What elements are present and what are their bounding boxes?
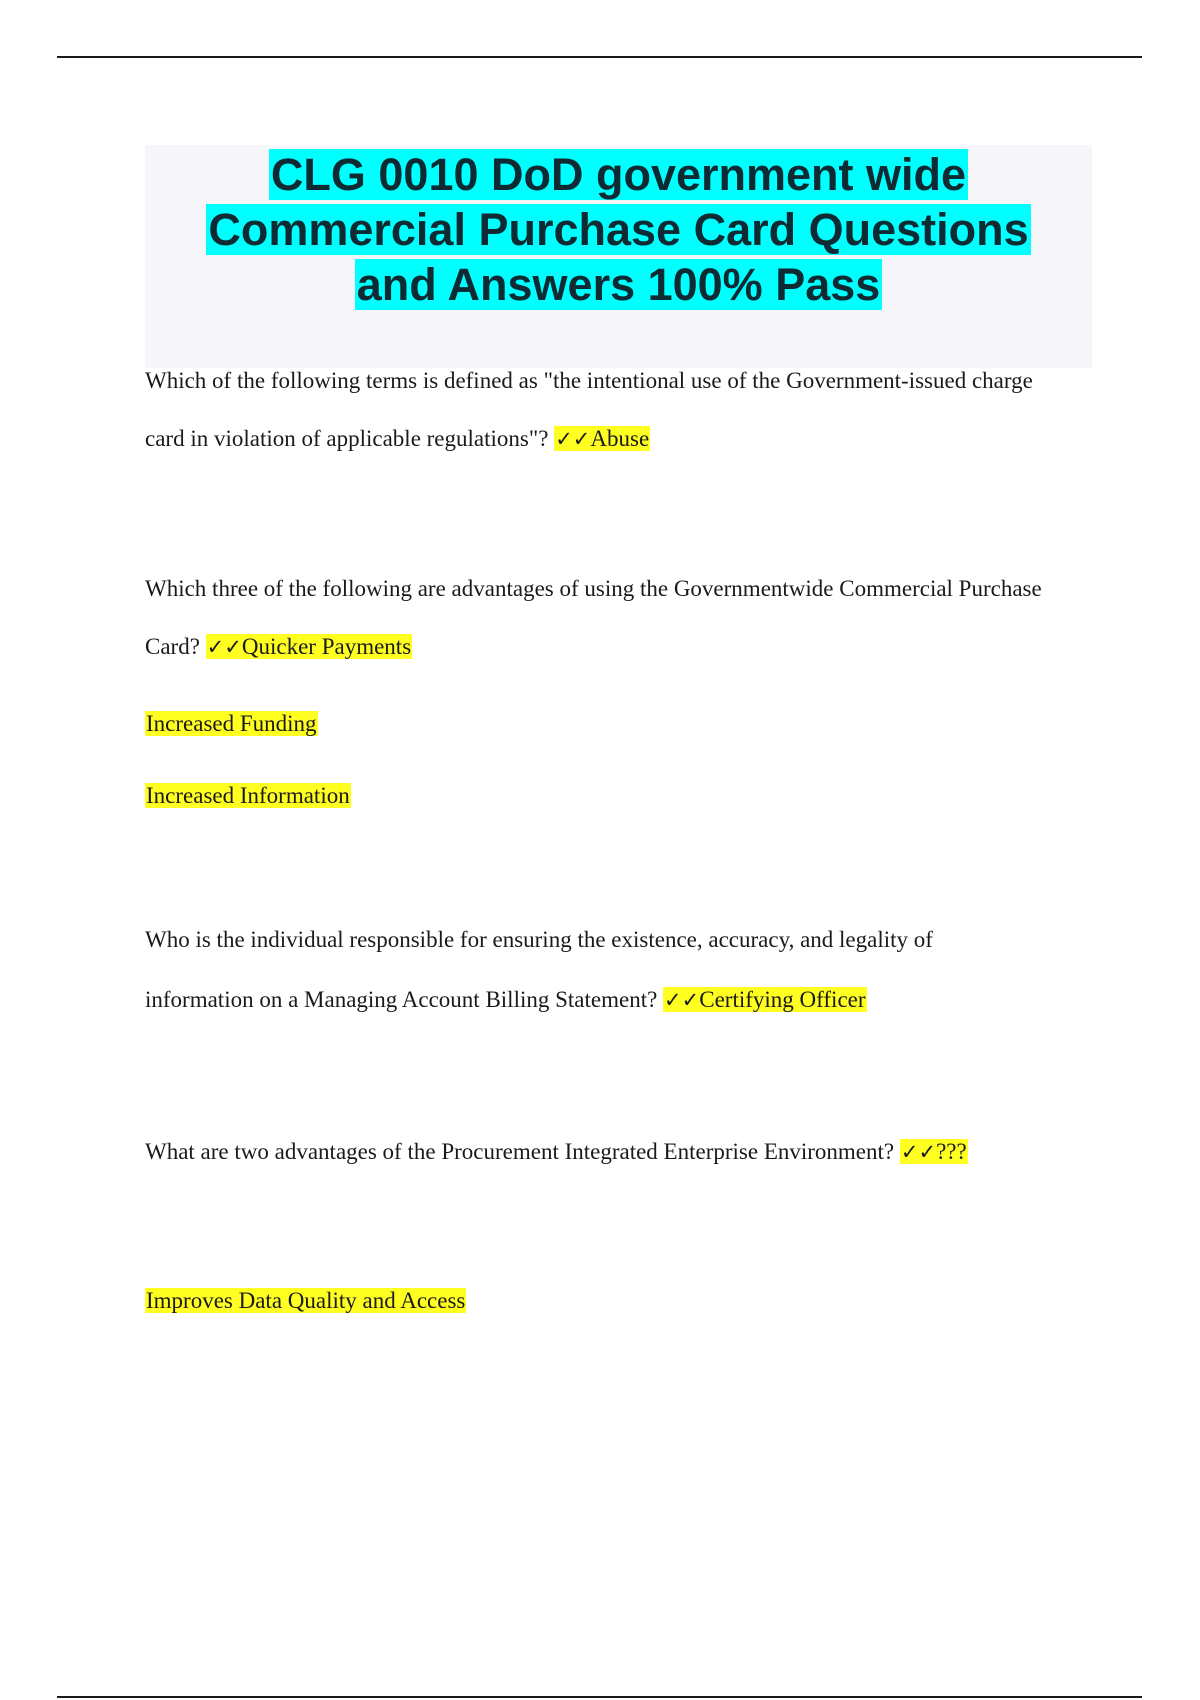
question-1-line-2 <box>145 426 650 452</box>
title-line-2: Commercial Purchase Card Questions <box>208 204 1029 255</box>
question-3-text: information on a Managing Account Billing Statement? <box>145 987 658 1012</box>
answer-2 <box>206 634 412 659</box>
top-rule <box>57 56 1142 58</box>
answer-2-extra-2 <box>145 783 351 809</box>
answer-4 <box>900 1139 968 1164</box>
check-icon: ✓✓ <box>664 988 700 1012</box>
question-2-line-1: Which three of the following are advantages of using the Governmentwide Commercial Purchase <box>145 576 1042 601</box>
answer-2-extra-2-text: Increased Information <box>146 783 350 808</box>
answer-1 <box>554 426 650 451</box>
question-2-line-2 <box>145 634 412 660</box>
question-1-text: card in violation of applicable regulations"? <box>145 426 549 451</box>
document-title <box>206 147 1030 312</box>
answer-4-text: ??? <box>936 1139 967 1164</box>
question-3-line-1: Who is the individual responsible for ensuring the existence, accuracy, and legality of <box>145 927 933 952</box>
question-4-line-1 <box>145 1139 968 1165</box>
answer-3 <box>663 987 866 1012</box>
answer-2-extra-1 <box>145 711 318 737</box>
check-icon: ✓✓ <box>900 1140 937 1164</box>
question-2-text: Card? <box>145 634 200 659</box>
answer-1-text: Abuse <box>590 426 650 451</box>
answer-4-extra-1 <box>145 1288 466 1314</box>
question-3-line-2 <box>145 987 867 1013</box>
answer-2-extra-1-text: Increased Funding <box>146 711 317 736</box>
answer-3-text: Certifying Officer <box>699 987 866 1012</box>
title-line-1: CLG 0010 DoD government wide <box>270 149 967 200</box>
answer-2-text: Quicker Payments <box>241 634 412 659</box>
title-line-3: and Answers 100% Pass <box>356 259 881 310</box>
check-icon: ✓✓ <box>206 635 242 659</box>
question-1-line-1: Which of the following terms is defined as "the intentional use of the Government-issued charge <box>145 368 1033 393</box>
check-icon: ✓✓ <box>555 427 591 451</box>
answer-4-extra-1-text: Improves Data Quality and Access <box>146 1288 466 1313</box>
question-4-text: What are two advantages of the Procurement Integrated Enterprise Environment? <box>145 1139 895 1164</box>
bottom-rule <box>57 1696 1142 1698</box>
title-block <box>145 145 1092 368</box>
